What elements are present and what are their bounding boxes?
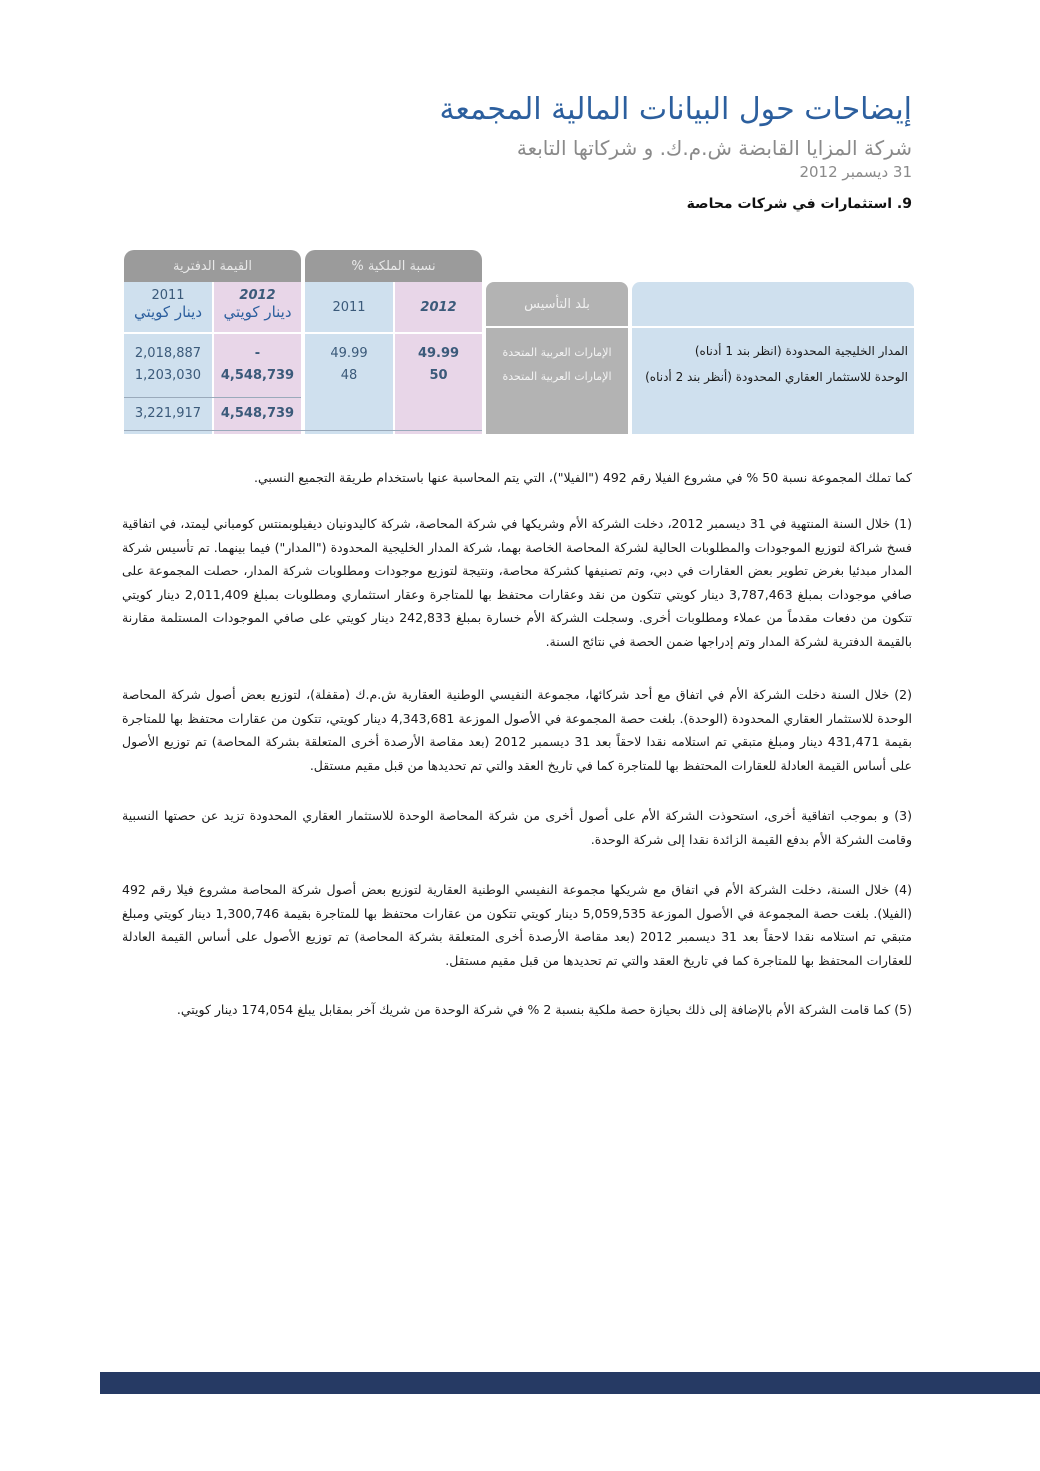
own-2012-value: 49.99 xyxy=(417,346,460,361)
country-value: الإمارات العربية المتحدة xyxy=(502,370,612,383)
bv-2012-value: 4,548,739 xyxy=(220,368,295,383)
total-2011: 3,221,917 xyxy=(134,406,202,421)
country-header: بلد التأسيس xyxy=(486,282,628,326)
section-heading: 9. استثمارات في شركات محاصة xyxy=(686,196,912,212)
intro-paragraph: كما تملك المجموعة نسبة 50 % في مشروع الفيلا رقم 492 ("الفيلا")، التي يتم المحاسبة عنها باستخدام طريقة التجميع النسبي. xyxy=(253,470,912,485)
page-title: إيضاحات حول البيانات المالية المجمعة xyxy=(439,92,912,127)
ownership-header: نسبة الملكية % xyxy=(305,250,482,282)
book-value-header: القيمة الدفترية xyxy=(124,250,301,282)
bv-2011-header: 2011 دينار كويتي xyxy=(124,282,212,332)
venture-name: المدار الخليجية المحدودة (انظر بند 1 أدناه) xyxy=(694,344,908,358)
bv-2012-value: - xyxy=(254,346,261,361)
note-paragraph-2: (2) خلال السنة دخلت الشركة الأم في اتفاق مع أحد شركائها، مجموعة النفيسي الوطنية العقارية ش.م.ك (مقفلة)، لتوزيع بعض أصول شركة المحاصة الوحدة للاستثمار العقاري المحدودة (الوحدة). بلغت حصة المجموعة في الأصول الموزعة 4,343,681 دينار كويتي، تتكون من عقارات محتفظ بها للمتاجرة بقيمة 431,471 دينار ومبلغ متبقي تم استلامه نقدا لاحقاً بعد 31 ديسمبر 2012 (بعد مقاصة الأرصدة أخرى المتعلقة بشركة المحاصة) تم توزيع الأصول على أساس القيمة العادلة للعقارات المحتفظ بها للمتاجرة كما في تاريخ العقد والتي تم تحديدها من قبل مقيم مستقل. xyxy=(122,687,913,773)
venture-name: الوحدة للاستثمار العقاري المحدودة (أنظر بند 2 أدناه) xyxy=(645,370,908,384)
note-paragraph-5: (5) كما قامت الشركة الأم بالإضافة إلى ذلك بحيازة حصة ملكية بنسبة 2 % في شركة الوحدة من شريك آخر بمقابل يبلغ 174,054 دينار كويتي. xyxy=(176,1002,912,1017)
footer-bar xyxy=(100,1372,1040,1394)
total-2012: 4,548,739 xyxy=(220,406,295,421)
currency-label: دينار كويتي xyxy=(223,303,292,321)
note-paragraph-4: (4) خلال السنة، دخلت الشركة الأم في اتفاق مع شريكها مجموعة النفيسي الوطنية العقارية لتوزيع بعض أصول شركة المحاصة مشروع فيلا رقم 492 (الفيلا). بلغت حصة المجموعة في الأصول الموزعة 5,059,535 دينار كويتي تتكون من عقارات محتفظ بها للمتاجرة بقيمة 1,300,746 دينار كويتي ومبلغ متبقي تم استلامه نقدا لاحقاً بعد 31 ديسمبر 2012 (بعد مقاصة الأرصدة أخرى المتعلقة بشركة المحاصة) تم توزيع الأصول على أساس القيمة العادلة للعقارات المحتفظ بها للمتاجرة كما في تاريخ العقد والتي تم تحديدها من قبل مقيم مستقل. xyxy=(122,882,913,968)
investments-table xyxy=(124,250,914,440)
total-divider xyxy=(124,397,301,398)
company-name: شركة المزايا القابضة ش.م.ك. و شركاتها التابعة xyxy=(516,136,912,160)
bv-2011-value: 2,018,887 xyxy=(134,346,202,361)
own-2011-value: 48 xyxy=(340,368,358,383)
report-date: 31 ديسمبر 2012 xyxy=(799,163,912,181)
bv-2012-header: 2012 دينار كويتي xyxy=(214,282,301,332)
own-2011-header: 2011 xyxy=(305,282,393,332)
own-2012-header: 2012 xyxy=(395,282,482,332)
total-underline xyxy=(124,430,482,431)
name-header xyxy=(632,282,914,326)
country-value: الإمارات العربية المتحدة xyxy=(502,346,612,359)
note-paragraph-1: (1) خلال السنة المنتهية في 31 ديسمبر 2012، دخلت الشركة الأم وشريكها في شركة المحاصة، شركة كاليدونيان ديفيلوبمنتس كومباني ليمتد، في اتفاقية فسخ شراكة لتوزيع الموجودات والمطلوبات الحالية لشركة المحاصة الخاصة بهما، شركة المدار الخليجية المحدودة ("المدار") فيما بينهما. تم تأسيس شركة المدار مبدئيا بغرض تطوير بعض العقارات في دبي، وتم تصنيفها كشركة محاصة، ونتيجة لتوزيع موجودات ومطلوبات شركة المدار، حصلت المجموعة على صافي موجودات بمبلغ 3,787,463 دينار كويتي تتكون من نقد وعقارات محتفظ بها للمتاجرة وعقار استثماري ومطلوبات بمبلغ 2,011,409 دينار كويتي تتكون من دفعات مقدماً من عملاء ومطلوبات أخرى. وسجلت الشركة الأم خسارة بمبلغ 242,833 دينار كويتي على صافي الموجودات المستلمة مقارنة بالقيمة الدفترية لشركة المدار وتم إدراجها ضمن الحصة في نتائج السنة. xyxy=(122,516,913,649)
own-2011-value: 49.99 xyxy=(330,346,368,361)
bv-2011-value: 1,203,030 xyxy=(134,368,202,383)
currency-label: دينار كويتي xyxy=(133,303,203,321)
note-paragraph-3: (3) و بموجب اتفاقية أخرى، استحوذت الشركة الأم على أصول أخرى من شركة المحاصة الوحدة للاستثمار العقاري المحدودة تزيد عن حصتها النسبية وقامت الشركة الأم بدفع القيمة الزائدة نقدا إلى شركة الوحدة. xyxy=(122,808,912,847)
own-2012-value: 50 xyxy=(429,368,448,383)
